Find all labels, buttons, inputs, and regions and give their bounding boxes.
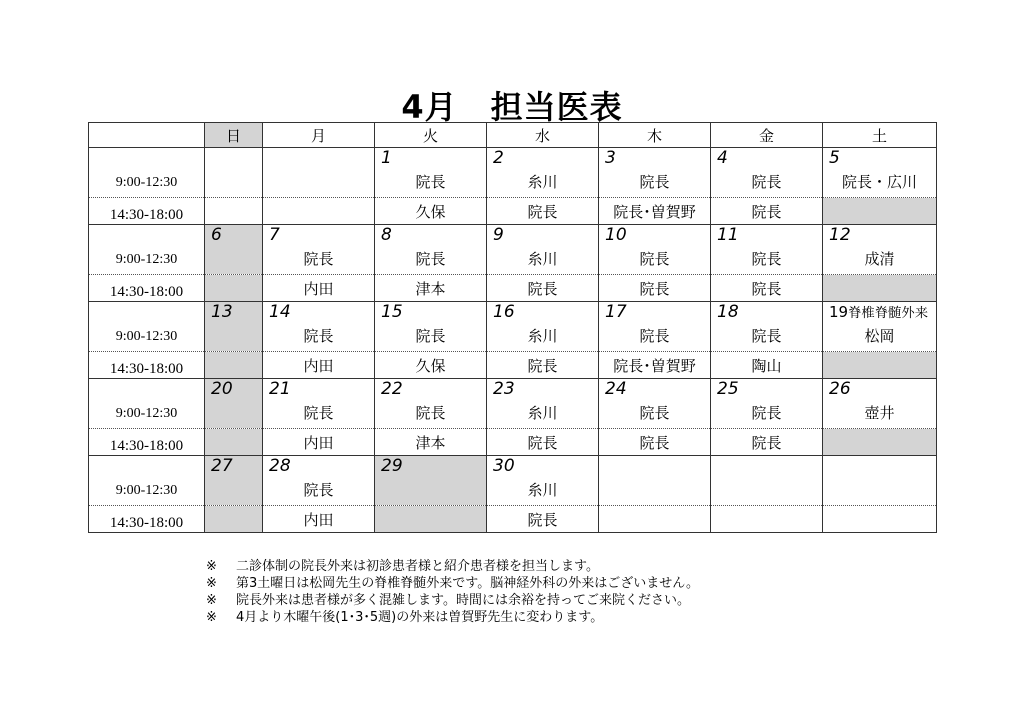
date-label: 3	[605, 148, 616, 168]
day-cell-am	[711, 302, 823, 352]
date-label: 9	[493, 225, 504, 245]
day-cell-am	[487, 379, 599, 429]
date-label	[599, 456, 710, 476]
doctor-pm: 院長	[711, 198, 823, 225]
date-label: 25	[717, 379, 739, 399]
time-cell-am	[89, 225, 205, 275]
doctor-am: 糸川	[527, 173, 558, 191]
day-cell-am	[711, 148, 823, 198]
time-cell-am	[89, 379, 205, 429]
doctor-pm: 内田	[263, 429, 375, 456]
doctor-pm	[823, 429, 937, 456]
date-label: 11	[717, 225, 739, 245]
day-cell-am	[487, 456, 599, 506]
day-cell-am	[599, 302, 711, 352]
day-cell-am	[823, 456, 937, 506]
day-cell-am	[263, 302, 375, 352]
day-cell-am	[263, 456, 375, 506]
day-cell-am	[263, 148, 375, 198]
am-row	[89, 302, 937, 352]
date-label: 7	[269, 225, 280, 245]
doctor-pm	[263, 198, 375, 225]
doctor-am: 院長	[415, 250, 446, 268]
time-label: 9:00-12:30	[115, 483, 178, 498]
doctor-am: 院長	[415, 404, 446, 422]
am-row	[89, 225, 937, 275]
corner-cell	[89, 123, 205, 148]
date-label: 17	[605, 302, 627, 322]
doctor-am: 糸川	[527, 481, 558, 499]
doctor-am: 院長	[303, 250, 334, 268]
day-cell-am	[823, 302, 937, 352]
note-mark: ※	[206, 576, 217, 591]
doctor-am: 院長	[303, 404, 334, 422]
time-cell-am	[89, 456, 205, 506]
doctor-pm: 内田	[263, 352, 375, 379]
note-item	[206, 575, 699, 592]
doctor-pm	[711, 506, 823, 533]
pm-row	[89, 429, 937, 456]
doctor-pm: 院長	[599, 429, 711, 456]
date-label: 16	[493, 302, 515, 322]
doctor-am: 院長	[639, 327, 670, 345]
doctor-pm	[823, 275, 937, 302]
weekday-tue: 火	[375, 123, 487, 148]
day-cell-am	[205, 225, 263, 275]
time-label: 9:00-12:30	[115, 406, 178, 421]
doctor-pm: 院長	[599, 275, 711, 302]
date-label: 1	[381, 148, 392, 168]
doctor-pm	[205, 506, 263, 533]
day-cell-am	[205, 148, 263, 198]
doctor-pm: 院長	[711, 429, 823, 456]
doctor-am: 院長	[751, 250, 782, 268]
date-label: 19	[829, 303, 849, 321]
day-cell-am	[599, 379, 711, 429]
day-cell-am	[823, 379, 937, 429]
doctor-am: 壺井	[864, 404, 895, 422]
date-label: 4	[717, 148, 728, 168]
doctor-pm	[205, 275, 263, 302]
day-cell-am	[205, 379, 263, 429]
time-cell-pm: 14:30-18:00	[89, 275, 205, 302]
day-cell-am	[375, 456, 487, 506]
date-label: 2	[493, 148, 504, 168]
date-label: 26	[829, 379, 851, 399]
doctor-am: 糸川	[527, 404, 558, 422]
note-item	[206, 558, 699, 575]
doctor-pm	[205, 198, 263, 225]
doctor-am: 糸川	[527, 250, 558, 268]
date-label: 28	[269, 456, 291, 476]
am-row	[89, 148, 937, 198]
date-label: 15	[381, 302, 403, 322]
doctor-am: 院長	[751, 173, 782, 191]
pm-row	[89, 275, 937, 302]
weekday-wed: 水	[487, 123, 599, 148]
weekday-thu: 木	[599, 123, 711, 148]
day-cell-am	[487, 148, 599, 198]
doctor-pm: 津本	[375, 429, 487, 456]
day-cell-am	[375, 225, 487, 275]
time-label: 9:00-12:30	[115, 252, 178, 267]
date-label: 10	[605, 225, 627, 245]
date-label	[823, 456, 936, 476]
day-cell-am	[263, 379, 375, 429]
time-cell-am	[89, 148, 205, 198]
day-cell-am	[711, 379, 823, 429]
date-label	[263, 148, 374, 168]
day-cell-am	[375, 379, 487, 429]
doctor-am: 院長	[639, 404, 670, 422]
doctor-pm: 久保	[375, 198, 487, 225]
time-label: 9:00-12:30	[115, 175, 178, 190]
doctor-pm	[599, 506, 711, 533]
doctor-pm: 院長･曽賀野	[599, 198, 711, 225]
pm-row	[89, 198, 937, 225]
doctor-pm: 久保	[375, 352, 487, 379]
day-cell-am	[487, 302, 599, 352]
date-label	[711, 456, 822, 476]
time-cell-pm: 14:30-18:00	[89, 198, 205, 225]
time-cell-pm: 14:30-18:00	[89, 352, 205, 379]
date-label: 20	[211, 379, 233, 399]
day-cell-am	[711, 456, 823, 506]
note-mark: ※	[206, 593, 217, 608]
doctor-pm: 院長	[711, 275, 823, 302]
day-cell-am	[823, 148, 937, 198]
day-cell-am	[487, 225, 599, 275]
date-label: 12	[829, 225, 851, 245]
date-label: 18	[717, 302, 739, 322]
note-item	[206, 609, 699, 626]
day-cell-am	[205, 456, 263, 506]
date-label: 24	[605, 379, 627, 399]
doctor-pm: 院長･曽賀野	[599, 352, 711, 379]
doctor-pm: 内田	[263, 275, 375, 302]
notes	[206, 558, 699, 626]
day-cell-am	[375, 148, 487, 198]
day-cell-am	[263, 225, 375, 275]
doctor-am: 院長	[415, 173, 446, 191]
date-label: 5	[829, 148, 840, 168]
doctor-am: 糸川	[527, 327, 558, 345]
schedule-body	[89, 148, 937, 533]
note-text: 院長外来は患者様が多く混雑します。時間には余裕を持ってご来院ください。	[236, 593, 690, 608]
doctor-am: 松岡	[864, 327, 895, 345]
time-cell-pm: 14:30-18:00	[89, 429, 205, 456]
day-cell-am	[375, 302, 487, 352]
note-item	[206, 592, 699, 609]
doctor-pm: 津本	[375, 275, 487, 302]
doctor-pm: 陶山	[711, 352, 823, 379]
day-cell-am	[599, 456, 711, 506]
am-row	[89, 379, 937, 429]
doctor-pm: 院長	[487, 429, 599, 456]
day-cell-am	[205, 302, 263, 352]
doctor-pm: 院長	[487, 352, 599, 379]
date-label: 23	[493, 379, 515, 399]
doctor-pm: 院長	[487, 506, 599, 533]
time-cell-pm: 14:30-18:00	[89, 506, 205, 533]
weekday-fri: 金	[711, 123, 823, 148]
date-label: 29	[381, 456, 403, 476]
doctor-am: 成清	[864, 250, 895, 268]
date-label: 27	[211, 456, 233, 476]
pm-row	[89, 506, 937, 533]
day-cell-am	[823, 225, 937, 275]
weekday-header-row	[89, 123, 937, 148]
doctor-pm	[205, 352, 263, 379]
doctor-pm: 院長	[487, 198, 599, 225]
doctor-am: 院長	[415, 327, 446, 345]
date-label: 14	[269, 302, 291, 322]
doctor-schedule-table	[88, 122, 937, 533]
note-text: 第3土曜日は松岡先生の脊椎脊髄外来です。脳神経外科の外来はございません。	[236, 576, 700, 591]
doctor-am: 院長	[303, 481, 334, 499]
note-text: 4月より木曜午後(1･3･5週)の外来は曽賀野先生に変わります。	[236, 610, 604, 625]
doctor-pm: 内田	[263, 506, 375, 533]
doctor-am: 院長・広川	[841, 173, 917, 191]
date-label: 21	[269, 379, 291, 399]
doctor-am: 院長	[303, 327, 334, 345]
day-cell-am	[711, 225, 823, 275]
doctor-pm	[823, 352, 937, 379]
doctor-pm	[823, 506, 937, 533]
date-note: 脊椎脊髄外来	[848, 306, 929, 321]
date-label: 6	[211, 225, 222, 245]
note-text: 二診体制の院長外来は初診患者様と紹介患者様を担当します。	[236, 559, 599, 574]
note-mark: ※	[206, 559, 217, 574]
doctor-pm	[205, 429, 263, 456]
date-label: 13	[211, 302, 233, 322]
pm-row	[89, 352, 937, 379]
day-cell-am	[599, 225, 711, 275]
note-mark: ※	[206, 610, 217, 625]
page-title: 4月 担当医表	[401, 88, 623, 126]
date-label	[205, 148, 262, 168]
doctor-am: 院長	[751, 404, 782, 422]
date-label: 30	[493, 456, 515, 476]
day-cell-am	[599, 148, 711, 198]
doctor-am: 院長	[639, 250, 670, 268]
weekday-sat: 土	[823, 123, 937, 148]
weekday-sun: 日	[205, 123, 263, 148]
time-cell-am	[89, 302, 205, 352]
weekday-mon: 月	[263, 123, 375, 148]
am-row	[89, 456, 937, 506]
date-label: 22	[381, 379, 403, 399]
doctor-am: 院長	[639, 173, 670, 191]
doctor-pm: 院長	[487, 275, 599, 302]
doctor-pm	[375, 506, 487, 533]
doctor-am: 院長	[751, 327, 782, 345]
date-label: 8	[381, 225, 392, 245]
doctor-pm	[823, 198, 937, 225]
time-label: 9:00-12:30	[115, 329, 178, 344]
